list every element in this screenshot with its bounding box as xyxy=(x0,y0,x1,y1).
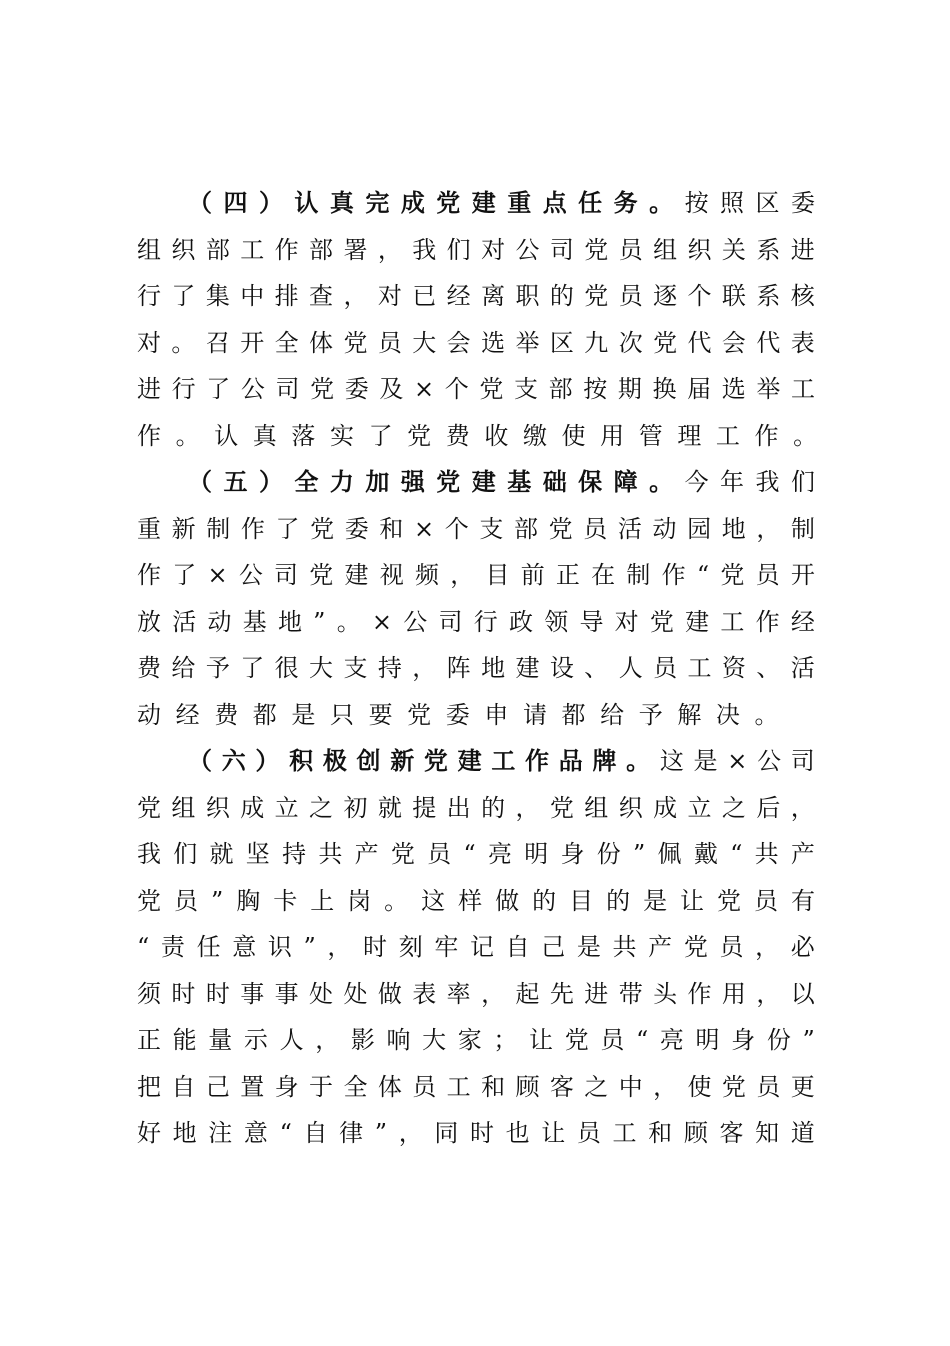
paragraph-line: 重 新 制 作 了 党 委 和 × 个 支 部 党 员 活 动 园 地 ， 制 xyxy=(137,514,815,543)
paragraph-line: 作 了 × 公 司 党 建 视 频 ， 目 前 正 在 制 作 “ 党 员 开 xyxy=(137,561,815,589)
paragraph-line: “ 责 任 意 识 ” ， 时 刻 牢 记 自 己 是 共 产 党 员 ， 必 xyxy=(137,933,815,961)
paragraph-line: 作 。 认 真 落 实 了 党 费 收 缴 使 用 管 理 工 作 。 xyxy=(137,421,818,450)
paragraph-line: 组 织 部 工 作 部 署 ， 我 们 对 公 司 党 员 组 织 关 系 进 xyxy=(137,235,815,264)
paragraph-line: 党 员 ” 胸 卡 上 岗 。 这 样 做 的 目 的 是 让 党 员 有 xyxy=(137,886,815,915)
paragraph-line: 我 们 就 坚 持 共 产 党 员 “ 亮 明 身 份 ” 佩 戴 “ 共 产 xyxy=(137,840,815,868)
paragraph xyxy=(137,180,818,459)
paragraph-line: 动 经 费 都 是 只 要 党 委 申 请 都 给 予 解 决 。 xyxy=(137,700,779,729)
paragraph-line: 把 自 己 置 身 于 全 体 员 工 和 顾 客 之 中 ， 使 党 员 更 xyxy=(137,1072,815,1101)
paragraph-first-line: （ 四 ） 认 真 完 成 党 建 重 点 任 务 。 按 照 区 委 xyxy=(188,188,815,217)
document-body xyxy=(137,180,818,1157)
paragraph-line: 好 地 注 意 “ 自 律 ” ， 同 时 也 让 员 工 和 顾 客 知 道 xyxy=(137,1119,815,1147)
paragraph-first-line: （ 五 ） 全 力 加 强 党 建 基 础 保 障 。 今 年 我 们 xyxy=(188,467,815,496)
paragraph xyxy=(137,738,815,1157)
paragraph-line: 对 。 召 开 全 体 党 员 大 会 选 举 区 九 次 党 代 会 代 表 xyxy=(137,328,815,357)
paragraph-first-line: （ 六 ） 积 极 创 新 党 建 工 作 品 牌 。 这 是 × 公 司 xyxy=(188,746,815,775)
paragraph-line: 放 活 动 基 地 ” 。 × 公 司 行 政 领 导 对 党 建 工 作 经 xyxy=(137,607,815,636)
paragraph xyxy=(137,459,815,738)
paragraph-line: 党 组 织 成 立 之 初 就 提 出 的 ， 党 组 织 成 立 之 后 ， xyxy=(137,793,815,822)
paragraph-line: 费 给 予 了 很 大 支 持 ， 阵 地 建 设 、 人 员 工 资 、 活 xyxy=(137,654,815,682)
paragraph-line: 进 行 了 公 司 党 委 及 × 个 党 支 部 按 期 换 届 选 举 工 xyxy=(137,375,815,403)
paragraph-line: 行 了 集 中 排 查 ， 对 已 经 离 职 的 党 员 逐 个 联 系 核 xyxy=(137,282,815,310)
paragraph-line: 正 能 量 示 人 ， 影 响 大 家 ； 让 党 员 “ 亮 明 身 份 ” xyxy=(137,1026,815,1054)
paragraph-line: 须 时 时 事 事 处 处 做 表 率 ， 起 先 进 带 头 作 用 ， 以 xyxy=(137,979,815,1008)
